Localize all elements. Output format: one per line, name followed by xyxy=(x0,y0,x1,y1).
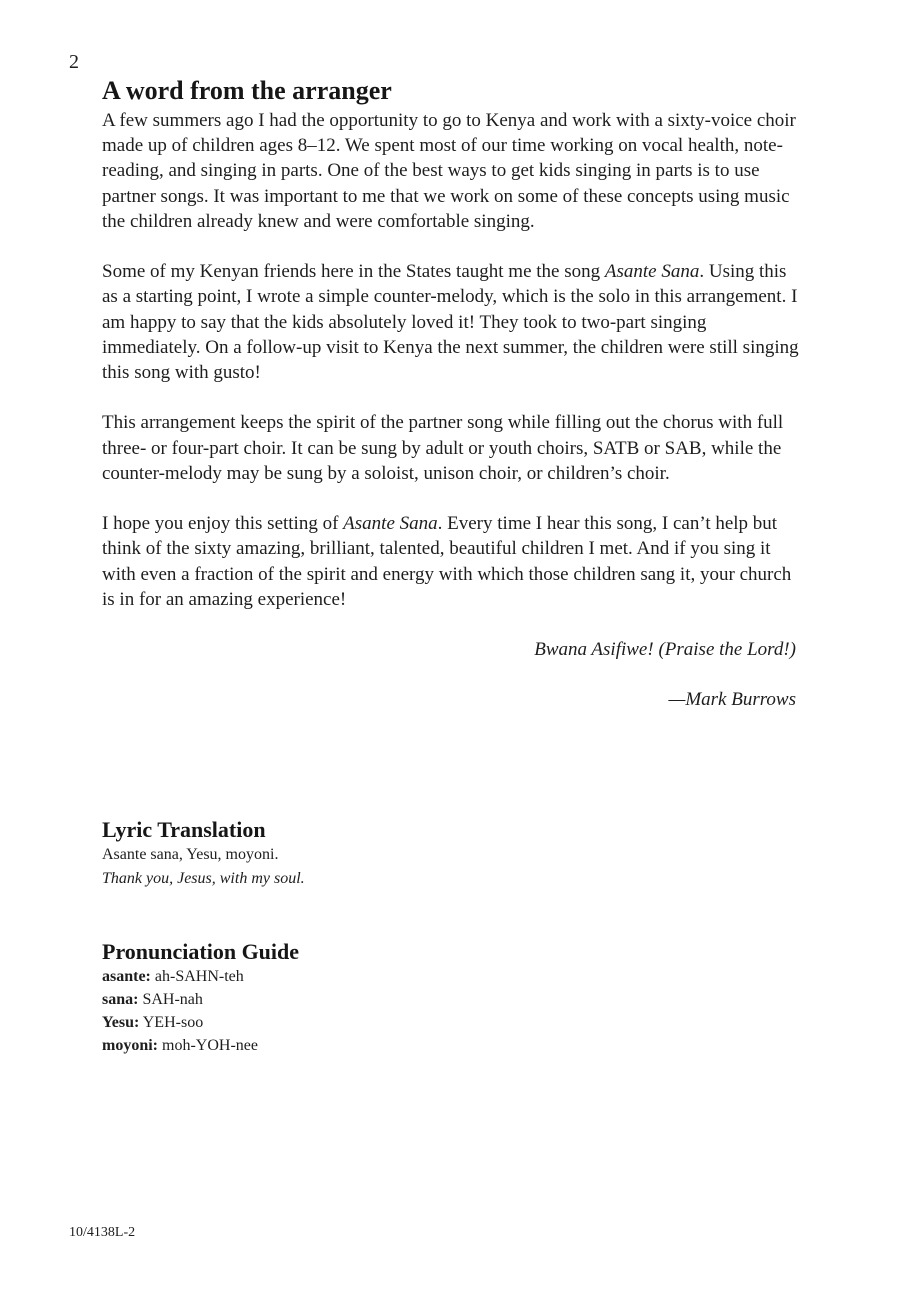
paragraph-4-text-end: . Every time I hear this song, I can’t help but think of the sixty amazing, brilliant, talented, beautiful children I met. And if you sing it with even a fraction of the spirit and energy with which those children sang it, your church is in for an amazing experience! xyxy=(102,513,792,610)
lyric-translation xyxy=(102,817,702,891)
arranger-paragraph-3: This arrangement keeps the spirit of the partner song while filling out the chorus with full three- or four-part choir. It can be sung by adult or youth choirs, SATB or SAB, while the counter-melody may be sung by a soloist, unison choir, or children’s choir. xyxy=(102,412,784,484)
pronunciation-guide-title: Pronunciation Guide xyxy=(102,939,300,964)
pronunciation-term: sana: xyxy=(102,991,139,1008)
lyric-translation-title: Lyric Translation xyxy=(102,817,266,842)
pronunciation-entry xyxy=(102,1011,702,1034)
pronunciation-entry xyxy=(102,988,702,1011)
song-title: Asante Sana xyxy=(343,513,438,535)
pronunciation-term: moyoni: xyxy=(102,1037,158,1054)
pronunciation-term: asante: xyxy=(102,968,151,985)
pronunciation-guide xyxy=(102,939,702,1057)
pronunciation-guide-text: ah-SAHN-teh xyxy=(154,968,244,985)
page-number: 2 xyxy=(69,51,79,73)
closing-line: Bwana Asifiwe! (Praise the Lord!) xyxy=(534,639,796,661)
catalog-code: 10/4138L-2 xyxy=(69,1225,136,1240)
arranger-note xyxy=(102,76,802,712)
pronunciation-guide-text: SAH-nah xyxy=(142,991,203,1008)
paragraph-4-text-start: I hope you enjoy this setting of xyxy=(102,513,344,535)
pronunciation-guide-text: moh-YOH-nee xyxy=(162,1037,258,1054)
pronunciation-entry xyxy=(102,1034,702,1057)
pronunciation-entry xyxy=(102,965,702,988)
signature: —Mark Burrows xyxy=(668,689,796,711)
lyric-translation-text: Thank you, Jesus, with my soul. xyxy=(102,870,305,887)
pronunciation-term: Yesu: xyxy=(102,1014,140,1031)
lyric-original: Asante sana, Yesu, moyoni. xyxy=(102,846,279,863)
paragraph-2-text-start: Some of my Kenyan friends here in the States taught me the song xyxy=(102,261,605,283)
arranger-paragraph-2 xyxy=(102,259,802,385)
arranger-title: A word from the arranger xyxy=(102,76,392,105)
arranger-paragraph-4 xyxy=(102,511,802,612)
arranger-paragraph-1: A few summers ago I had the opportunity to go to Kenya and work with a sixty-voice choir made up of children ages 8–12. We spent most of our time working on vocal health, note-reading, and singing in parts. One of the best ways to get kids singing in parts is to use partner songs. It was important to me that we work on some of these concepts using music the children already knew and were comfortable singing. xyxy=(102,110,796,232)
paragraph-2-text-end: . Using this as a starting point, I wrote a simple counter-melody, which is the solo in this arrangement. I am happy to say that the kids absolutely loved it! They took to two-part singing immediately. On a follow-up visit to Kenya the next summer, the children were still singing this song with gusto! xyxy=(102,261,799,384)
song-title: Asante Sana xyxy=(604,261,700,283)
pronunciation-guide-text: YEH-soo xyxy=(142,1014,204,1031)
